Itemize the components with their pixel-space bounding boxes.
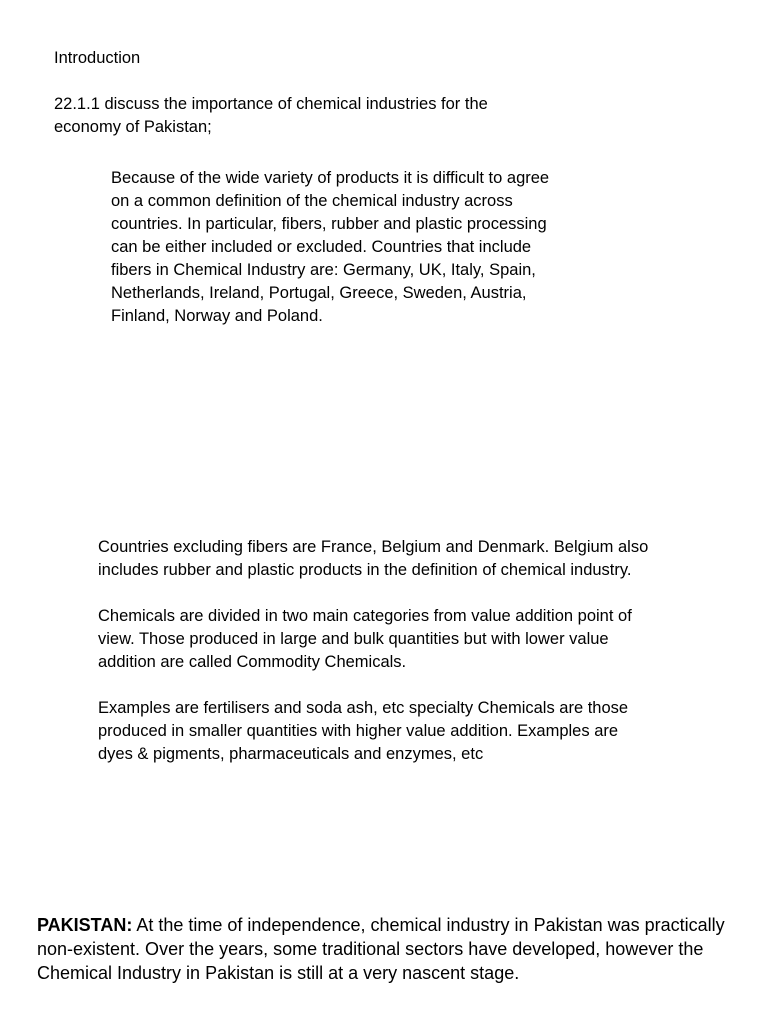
paragraph-line: dyes & pigments, pharmaceuticals and enzymes, etc bbox=[98, 745, 484, 763]
paragraph-line: on a common definition of the chemical industry across bbox=[111, 192, 513, 210]
paragraph-line: Netherlands, Ireland, Portugal, Greece, Sweden, Austria, bbox=[111, 284, 527, 302]
paragraph-line: includes rubber and plastic products in the definition of chemical industry. bbox=[98, 561, 632, 579]
section-heading-introduction: Introduction bbox=[54, 49, 141, 67]
paragraph-line: Chemicals are divided in two main categories from value addition point of bbox=[98, 607, 632, 625]
paragraph-line: countries. In particular, fibers, rubber and plastic processing bbox=[111, 215, 547, 233]
paragraph-line: can be either included or excluded. Countries that include bbox=[111, 238, 532, 256]
paragraph-categories bbox=[98, 605, 708, 674]
paragraph-line: fibers in Chemical Industry are: Germany, UK, Italy, Spain, bbox=[111, 261, 536, 279]
paragraph-excluding-fibers bbox=[98, 536, 708, 582]
learning-objective bbox=[54, 93, 554, 139]
paragraph-line: addition are called Commodity Chemicals. bbox=[98, 653, 407, 671]
paragraph-examples bbox=[98, 697, 708, 766]
paragraph-line: Examples are fertilisers and soda ash, etc specialty Chemicals are those bbox=[98, 699, 629, 717]
paragraph-line: view. Those produced in large and bulk quantities but with lower value bbox=[98, 630, 609, 648]
pakistan-paragraph bbox=[37, 913, 737, 985]
paragraph-line: produced in smaller quantities with higher value addition. Examples are bbox=[98, 722, 619, 740]
pakistan-text: At the time of independence, chemical industry in Pakistan was practically non-existent. Over the years, some traditional sectors have developed, however the Chemical Industry in Pakistan is still at a very nascent stage. bbox=[37, 915, 725, 983]
paragraph-line: Finland, Norway and Poland. bbox=[111, 307, 323, 325]
pakistan-heading: PAKISTAN: bbox=[37, 915, 133, 935]
paragraph-line: Countries excluding fibers are France, Belgium and Denmark. Belgium also bbox=[98, 538, 649, 556]
paragraph-line: Because of the wide variety of products it is difficult to agree bbox=[111, 169, 550, 187]
objective-line: 22.1.1 discuss the importance of chemical industries for the bbox=[54, 95, 488, 113]
objective-line: economy of Pakistan; bbox=[54, 118, 212, 136]
paragraph-definition bbox=[111, 167, 601, 328]
